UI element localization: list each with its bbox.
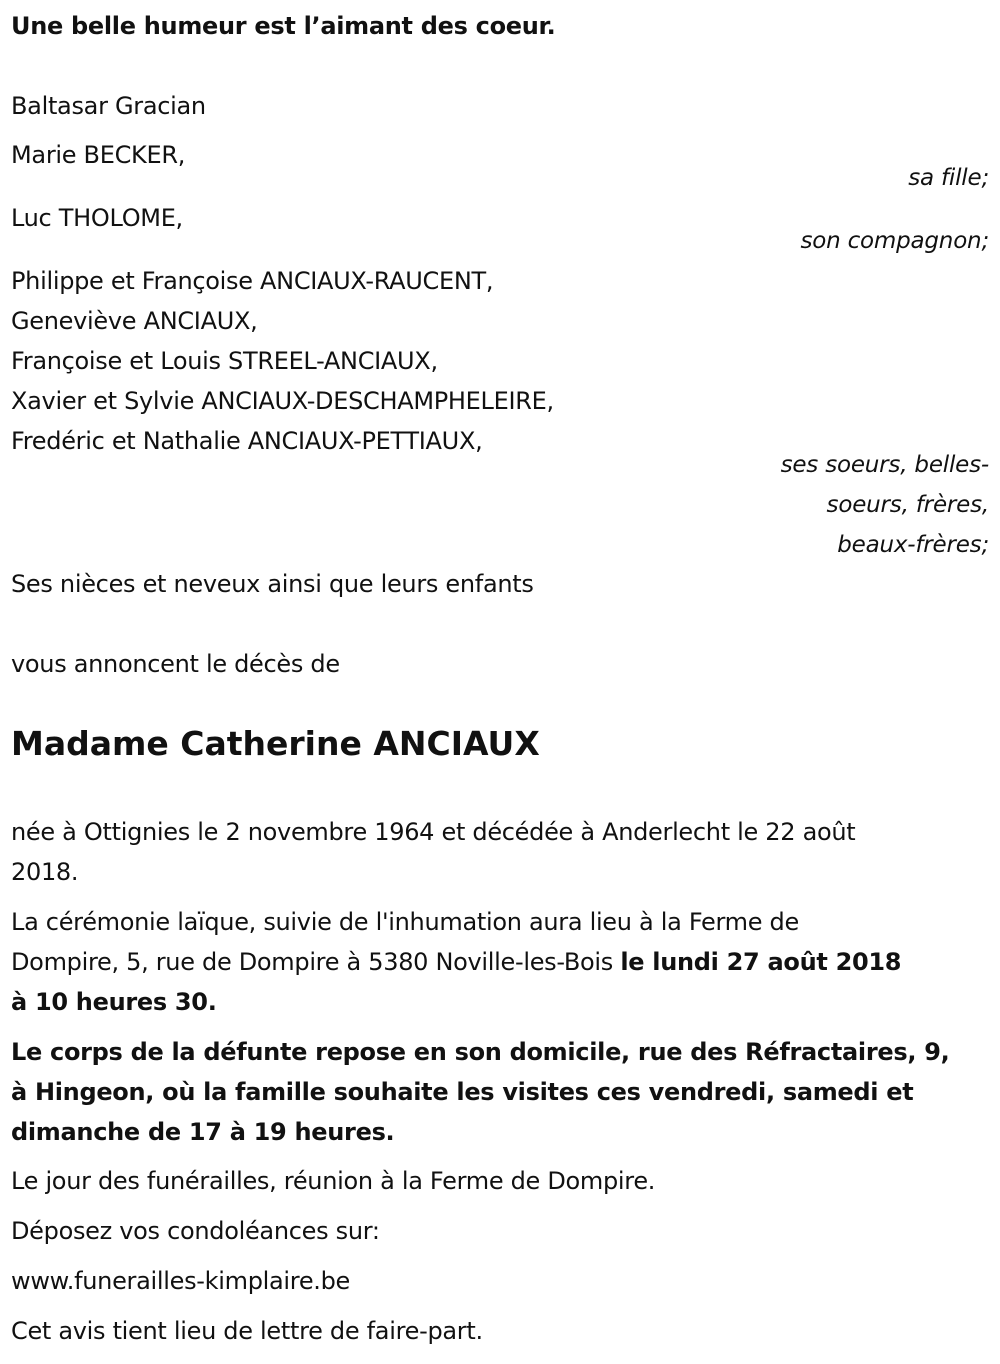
family-member-name: Philippe et Françoise ANCIAUX-RAUCENT, xyxy=(11,267,494,295)
announcement-text: vous annoncent le décès de xyxy=(11,650,340,678)
nieces-nephews: Ses nièces et neveux ainsi que leurs enfants xyxy=(11,570,534,598)
ceremony-date: le lundi 27 août 2018 xyxy=(620,948,902,976)
quote-text: Une belle humeur est l’aimant des coeur. xyxy=(11,12,556,40)
family-member-name: Fredéric et Nathalie ANCIAUX-PETTIAUX, xyxy=(11,427,483,455)
family-member-name: Xavier et Sylvie ANCIAUX-DESCHAMPHELEIRE, xyxy=(11,387,554,415)
closing-text: Cet avis tient lieu de lettre de faire-part. xyxy=(11,1317,483,1345)
family-relation: son compagnon; xyxy=(800,228,989,254)
quote-author: Baltasar Gracian xyxy=(11,92,206,120)
ceremony-line xyxy=(11,942,901,982)
family-member-name: Marie BECKER, xyxy=(11,141,186,169)
deceased-name: Madame Catherine ANCIAUX xyxy=(11,724,540,763)
family-member-name: Françoise et Louis STREEL-ANCIAUX, xyxy=(11,347,438,375)
reunion-text: Le jour des funérailles, réunion à la Ferme de Dompire. xyxy=(11,1167,656,1195)
birth-death-line: née à Ottignies le 2 novembre 1964 et décédée à Anderlecht le 22 août xyxy=(11,818,856,846)
ceremony-line: La cérémonie laïque, suivie de l'inhumation aura lieu à la Ferme de xyxy=(11,908,799,936)
family-relation: ses soeurs, belles- xyxy=(780,452,989,478)
family-relation: beaux-frères; xyxy=(837,532,989,558)
condolences-website-link[interactable]: www.funerailles-kimplaire.be xyxy=(11,1267,351,1295)
visitation-line: Le corps de la défunte repose en son domicile, rue des Réfractaires, 9, xyxy=(11,1038,950,1066)
ceremony-location: Dompire, 5, rue de Dompire à 5380 Noville-les-Bois xyxy=(11,948,621,976)
condolences-label: Déposez vos condoléances sur: xyxy=(11,1217,380,1245)
birth-death-line: 2018. xyxy=(11,858,79,886)
family-member-name: Geneviève ANCIAUX, xyxy=(11,307,258,335)
ceremony-time: à 10 heures 30. xyxy=(11,988,217,1016)
visitation-line: dimanche de 17 à 19 heures. xyxy=(11,1118,395,1146)
visitation-line: à Hingeon, où la famille souhaite les visites ces vendredi, samedi et xyxy=(11,1078,914,1106)
family-relation: sa fille; xyxy=(908,165,989,191)
family-member-name: Luc THOLOME, xyxy=(11,204,183,232)
family-relation: soeurs, frères, xyxy=(826,492,989,518)
